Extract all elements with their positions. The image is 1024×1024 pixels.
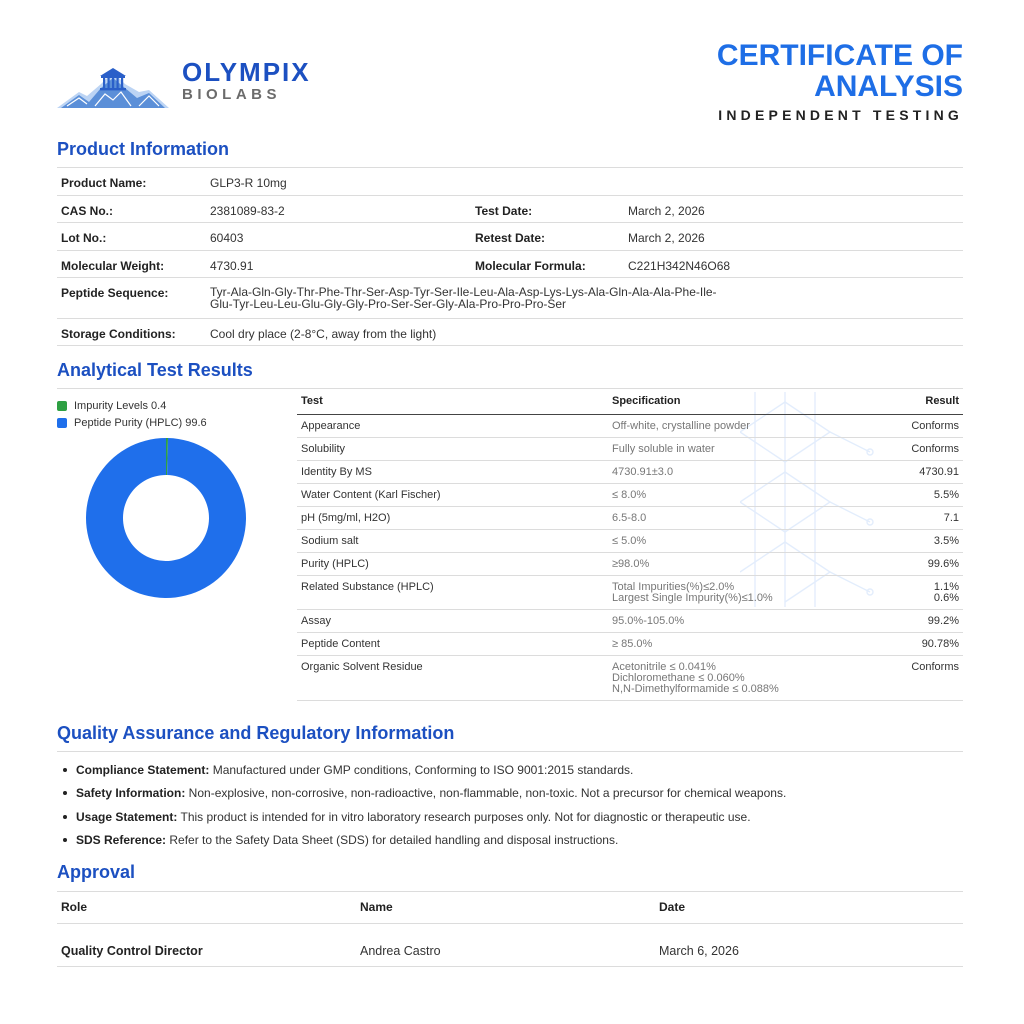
molecular-formula-label: Molecular Formula: [471,250,624,277]
specification-line: Fully soluble in water [612,442,715,455]
specification-line: Acetonitrile ≤ 0.041% [612,660,716,673]
specification-line: 6.5-8.0 [612,511,647,524]
result-line: 1.1% [933,580,959,593]
lot-label: Lot No.: [57,222,206,250]
test-specification [608,414,858,437]
test-specification [608,552,858,575]
test-specification [608,529,858,552]
column-header-role: Role [57,892,356,923]
product-info-title: Product Information [57,139,229,159]
table-row [57,168,963,195]
chart-legend [57,397,207,431]
table-row [57,250,963,277]
test-name: Peptide Content [297,632,608,655]
specification-line: N,N-Dimethylformamide ≤ 0.088% [612,682,779,695]
result-line: 0.6% [933,591,959,604]
test-name: Appearance [297,414,608,437]
legend-swatch [57,401,67,411]
table-row [297,483,963,506]
test-result [858,414,963,437]
storage-value: Cool dry place (2-8°C, away from the light) [206,318,963,345]
result-line: 4730.91 [919,465,959,478]
test-name: pH (5mg/ml, H2O) [297,506,608,529]
legend-item [57,414,207,431]
test-result [858,529,963,552]
qa-item-text: Non-explosive, non-corrosive, non-radioactive, non-flammable, non-toxic. Not a precursor for chemical weapons. [185,786,787,801]
test-result [858,609,963,632]
column-header-name: Name [356,892,655,923]
column-header-result: Result [858,389,963,414]
lot-value: 60403 [206,222,471,250]
qa-item-label: Usage Statement: [76,809,178,824]
document-title-line1: CERTIFICATE OF [716,39,963,72]
table-row [297,414,963,437]
product-name-label: Product Name: [57,168,206,195]
column-header-date: Date [655,892,963,923]
table-row [57,195,963,222]
table-header-row [57,892,963,923]
specification-line: Total Impurities(%)≤2.0% [612,580,735,593]
test-specification [608,460,858,483]
qa-item-label: Safety Information: [76,786,186,801]
approval-title: Approval [57,862,136,882]
table-row [57,222,963,250]
test-result [858,655,963,700]
result-line: 3.5% [933,534,959,547]
test-date-value: March 2, 2026 [624,195,963,222]
qa-title: Quality Assurance and Regulatory Information [57,723,455,743]
molecular-formula-value: C221H342N46O68 [624,250,963,277]
qa-item-text: Manufactured under GMP conditions, Conforming to ISO 9001:2015 standards. [209,763,634,777]
table-row [297,575,963,609]
approver-role: Quality Control Director [57,923,356,966]
test-result [858,552,963,575]
test-specification [608,575,858,609]
test-name: Organic Solvent Residue [297,655,608,700]
retest-date-label: Retest Date: [471,222,624,250]
table-row [57,923,963,966]
brand-name: OLYMPIX [182,57,311,87]
peptide-sequence-line2: Glu-Tyr-Leu-Leu-Glu-Gly-Gly-Pro-Ser-Ser-Gly-Ala-Pro-Pro-Pro-Ser [210,296,567,311]
document-title [603,40,963,102]
table-row [297,552,963,575]
qa-item-text: Refer to the Safety Data Sheet (SDS) for detailed handling and disposal instructions. [166,832,619,847]
molecular-weight-value: 4730.91 [206,250,471,277]
peptide-sequence-value [206,277,963,318]
table-row [57,318,963,345]
approver-name: Andrea Castro [356,923,655,966]
result-line: 5.5% [933,488,959,501]
column-header-test: Test [297,389,608,414]
result-line: Conforms [911,660,959,673]
test-specification [608,483,858,506]
specification-line: ≤ 8.0% [612,488,647,501]
table-row [297,460,963,483]
test-results-table [297,389,963,701]
specification-line: 95.0%-105.0% [612,614,685,627]
result-line: Conforms [911,419,959,432]
molecular-weight-label: Molecular Weight: [57,250,206,277]
table-row [57,277,963,318]
list-item [76,763,956,786]
test-result [858,437,963,460]
legend-label: Peptide Purity (HPLC) 99.6 [74,416,207,429]
qa-statement-list [76,763,956,856]
retest-date-value: March 2, 2026 [624,222,963,250]
column-header-spec: Specification [608,389,858,414]
test-name: Assay [297,609,608,632]
specification-line: 4730.91±3.0 [612,465,674,478]
test-specification [608,437,858,460]
table-row [297,655,963,700]
specification-line: Off-white, crystalline powder [612,419,750,432]
qa-item-label: SDS Reference: [76,832,167,847]
mountain-temple-logo-icon [57,62,169,110]
product-name-value: GLP3-R 10mg [206,168,963,195]
approval-table [57,892,963,967]
table-row [297,437,963,460]
result-line: 90.78% [921,637,959,650]
test-name: Water Content (Karl Fischer) [297,483,608,506]
approval-date: March 6, 2026 [655,923,963,966]
result-line: 99.2% [927,614,959,627]
test-result [858,483,963,506]
document-header [57,40,963,130]
test-result [858,575,963,609]
cas-label: CAS No.: [57,195,206,222]
table-row [297,506,963,529]
purity-donut-chart [84,436,248,600]
peptide-sequence-line1: Tyr-Ala-Gln-Gly-Thr-Phe-Thr-Ser-Asp-Tyr-Ser-Ile-Leu-Ala-Asp-Lys-Lys-Ala-Gln-Ala-Ala-Phe-Ile- [210,284,717,299]
test-date-label: Test Date: [471,195,624,222]
test-name: Sodium salt [297,529,608,552]
test-specification [608,632,858,655]
specification-line: ≤ 5.0% [612,534,647,547]
result-line: 99.6% [927,557,959,570]
specification-line: ≥98.0% [612,557,650,570]
table-header-row [297,389,963,414]
table-row [297,529,963,552]
storage-label: Storage Conditions: [57,318,206,345]
test-name: Related Substance (HPLC) [297,575,608,609]
result-line: 7.1 [943,511,959,524]
test-result [858,632,963,655]
qa-item-text: This product is intended for in vitro laboratory research purposes only. Not for diagnostic or therapeutic use. [177,809,751,824]
list-item [76,786,956,809]
legend-item [57,397,207,414]
test-result [858,460,963,483]
legend-swatch [57,418,67,428]
peptide-sequence-label: Peptide Sequence: [57,277,206,318]
specification-line: Dichloromethane ≤ 0.060% [612,671,745,684]
table-row [297,632,963,655]
list-item [76,810,956,833]
result-line: Conforms [911,442,959,455]
qa-item-label: Compliance Statement: [76,763,210,777]
test-name: Identity By MS [297,460,608,483]
test-specification [608,609,858,632]
table-row [297,609,963,632]
test-name: Purity (HPLC) [297,552,608,575]
analytical-title: Analytical Test Results [57,360,253,380]
document-subtitle: INDEPENDENT TESTING [718,107,963,123]
test-specification [608,655,858,700]
legend-label: Impurity Levels 0.4 [74,399,167,412]
cas-value: 2381089-83-2 [206,195,471,222]
document-title-line2: ANALYSIS [814,70,963,103]
specification-line: ≥ 85.0% [612,637,653,650]
test-name: Solubility [297,437,608,460]
specification-line: Largest Single Impurity(%)≤1.0% [612,591,773,604]
section-divider [57,751,963,752]
list-item [76,833,956,856]
product-info-table [57,168,963,346]
test-specification [608,506,858,529]
brand-subtitle: BIOLABS [182,86,281,103]
test-result [858,506,963,529]
donut-slice-peptide-purity-hplc [86,438,246,598]
